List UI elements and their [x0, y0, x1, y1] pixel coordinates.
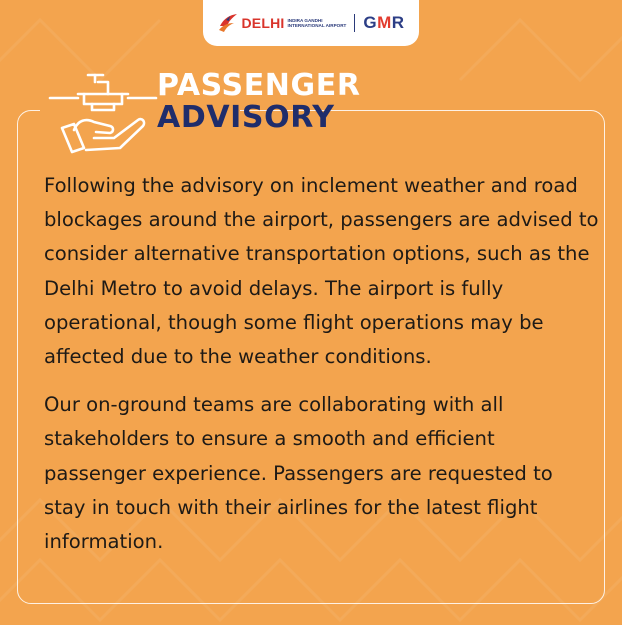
gmr-logo: [363, 13, 404, 33]
plane-on-hand-icon: [48, 72, 158, 154]
advisory-body: [44, 169, 600, 559]
delhi-logo-sub-line1: INDIRA GANDHI: [287, 17, 323, 23]
logo-divider: [354, 14, 355, 32]
gmr-logo-m: M: [377, 13, 392, 32]
delhi-bird-logo-icon: [217, 12, 239, 34]
airport-logo-banner: [203, 0, 419, 46]
title-passenger: PASSENGER: [157, 68, 361, 103]
advisory-paragraph-2: Our on-ground teams are collaborating with all stakeholders to ensure a smooth and efficient passenger experience. Passengers are requested to stay in touch with their airlines for the latest flight information.: [44, 393, 553, 554]
delhi-logo-text: DELHI: [241, 15, 285, 31]
advisory-paragraph-1: Following the advisory on inclement weather and road blockages around the airport, passengers are advised to consider alternative transportation options, such as the Delhi Metro to avoid delays. The airport is fully operational, though some flight operations may be affected due to the weather conditions.: [44, 174, 599, 369]
title-advisory: ADVISORY: [157, 100, 335, 135]
delhi-logo-sub-line2: INTERNATIONAL AIRPORT: [287, 23, 347, 28]
delhi-logo-subtitle: [287, 18, 346, 29]
delhi-airport-logo: [217, 12, 346, 34]
gmr-logo-r: R: [391, 13, 405, 32]
gmr-logo-g: G: [363, 13, 378, 32]
